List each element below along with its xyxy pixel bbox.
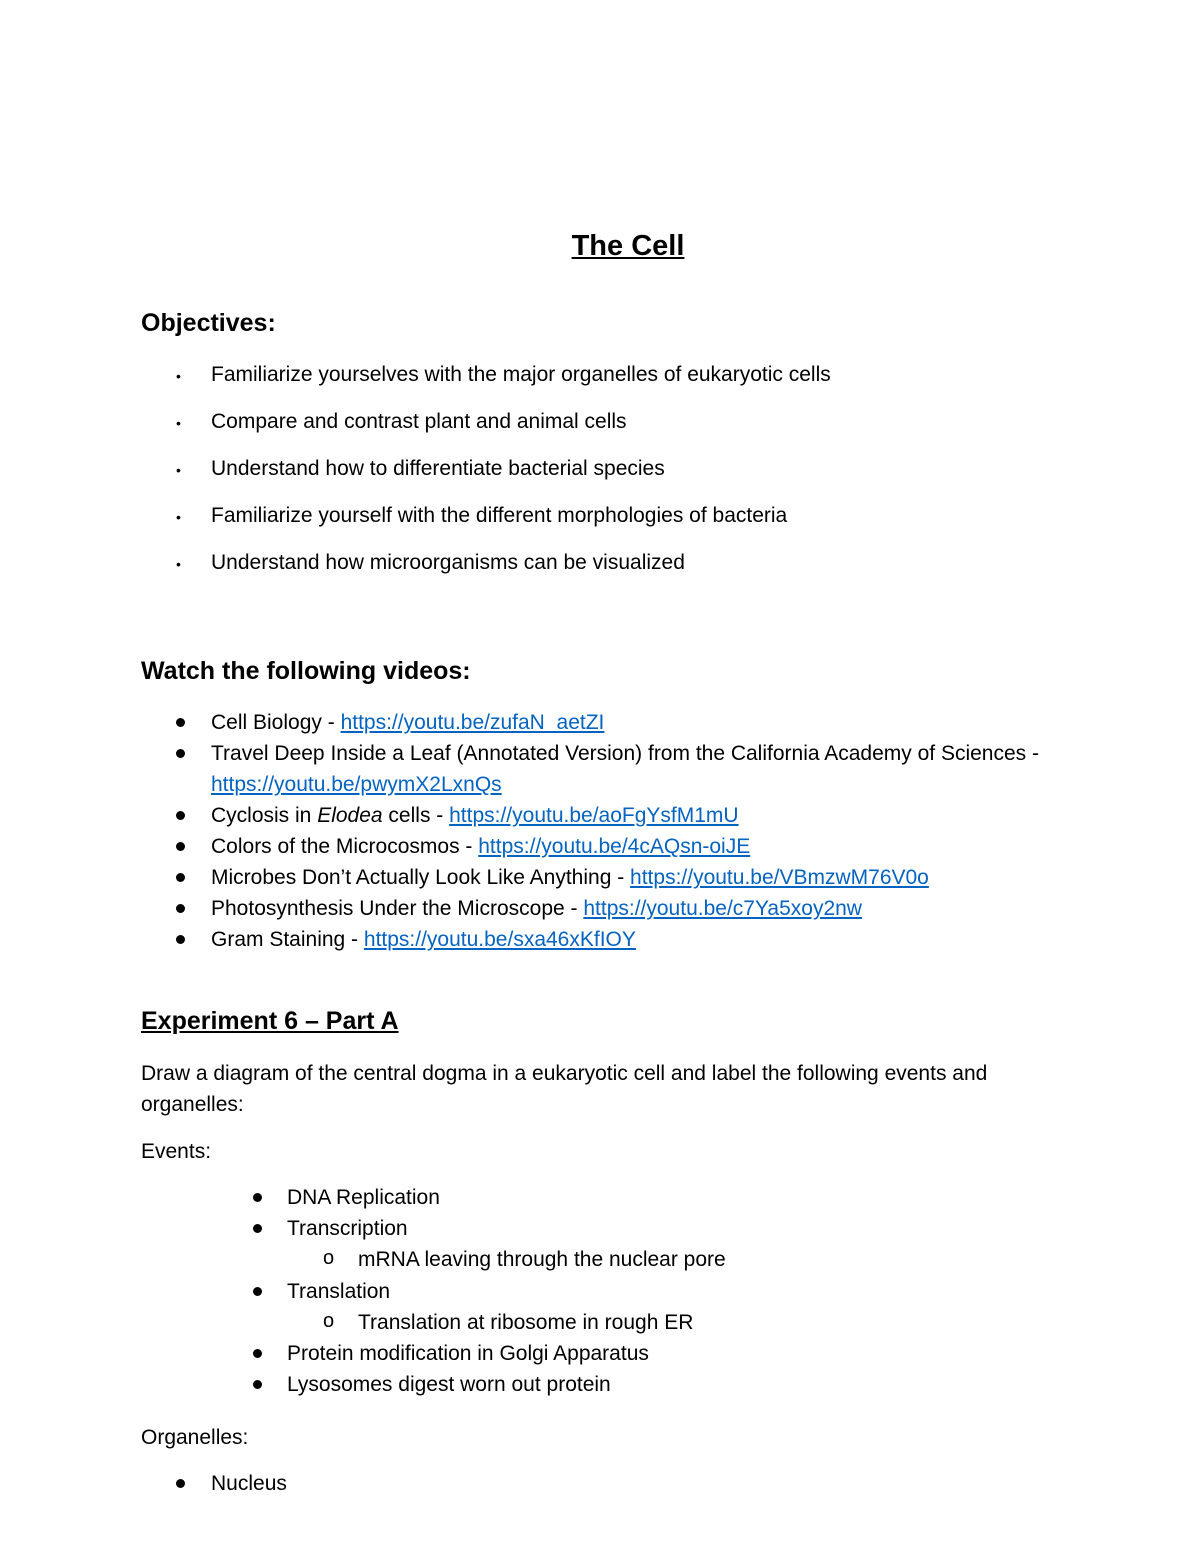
video-label: Gram Staining -: [211, 928, 364, 951]
video-link[interactable]: https://youtu.be/zufaN_aetZI: [340, 711, 605, 734]
list-item: Familiarize yourself with the different morphologies of bacteria: [211, 504, 788, 527]
list-item: Transcription: [287, 1217, 408, 1240]
video-link[interactable]: https://youtu.be/sxa46xKfIOY: [363, 928, 636, 951]
bullet-icon: [253, 1287, 262, 1296]
list-item: Translation at ribosome in rough ER: [358, 1311, 694, 1334]
list-item: DNA Replication: [287, 1186, 440, 1209]
list-item: [211, 804, 739, 828]
list-item-continuation: [211, 773, 502, 797]
video-label: Microbes Don’t Actually Look Like Anything -: [211, 866, 631, 889]
list-item: [211, 897, 862, 921]
bullet-icon: •: [176, 509, 181, 525]
bullet-icon: [176, 842, 185, 851]
list-item: Understand how to differentiate bacterial species: [211, 457, 665, 480]
video-link[interactable]: https://youtu.be/4cAQsn-oiJE: [478, 835, 751, 858]
list-item: [211, 835, 750, 859]
video-label: Colors of the Microcosmos -: [211, 835, 479, 858]
bullet-icon: [176, 935, 185, 944]
video-link[interactable]: https://youtu.be/aoFgYsfM1mU: [449, 804, 739, 827]
bullet-icon: •: [176, 462, 181, 478]
bullet-icon: [176, 1479, 185, 1488]
bullet-icon: [253, 1380, 262, 1389]
bullet-icon: [176, 718, 185, 727]
list-item: [211, 928, 636, 952]
list-item: Nucleus: [211, 1472, 287, 1495]
videos-heading: Watch the following videos:: [141, 657, 471, 685]
list-item: Familiarize yourselves with the major organelles of eukaryotic cells: [211, 363, 831, 386]
bullet-icon: •: [176, 415, 181, 431]
list-item: Compare and contrast plant and animal cells: [211, 410, 627, 433]
instructions-line-1: Draw a diagram of the central dogma in a eukaryotic cell and label the following events and: [141, 1062, 988, 1085]
list-item: Lysosomes digest worn out protein: [287, 1373, 611, 1396]
list-item: [211, 742, 1039, 766]
video-label: Cell Biology -: [211, 711, 341, 734]
video-link[interactable]: https://youtu.be/c7Ya5xoy2nw: [583, 897, 862, 920]
list-item: Protein modification in Golgi Apparatus: [287, 1342, 649, 1365]
video-link[interactable]: https://youtu.be/pwymX2LxnQs: [211, 773, 502, 796]
bullet-icon: •: [176, 368, 181, 384]
video-label-italic: Elodea: [317, 804, 383, 827]
events-label: Events:: [141, 1140, 212, 1163]
list-item: mRNA leaving through the nuclear pore: [358, 1248, 726, 1271]
video-label: Photosynthesis Under the Microscope -: [211, 897, 584, 920]
bullet-icon: [253, 1224, 262, 1233]
experiment-heading: Experiment 6 – Part A: [141, 1007, 399, 1035]
objectives-heading: Objectives:: [141, 309, 276, 337]
circle-bullet-icon: o: [323, 1247, 335, 1269]
video-label: cells -: [382, 804, 450, 827]
bullet-icon: [176, 749, 185, 758]
bullet-icon: [176, 904, 185, 913]
bullet-icon: [176, 811, 185, 820]
video-link[interactable]: https://youtu.be/VBmzwM76V0o: [630, 866, 929, 889]
circle-bullet-icon: o: [323, 1310, 335, 1332]
video-label: Travel Deep Inside a Leaf (Annotated Version) from the California Academy of Sciences -: [211, 742, 1039, 765]
list-item: [211, 711, 604, 735]
list-item: Translation: [287, 1280, 391, 1303]
page-title: The Cell: [571, 230, 685, 262]
video-label: Cyclosis in: [211, 804, 318, 827]
bullet-icon: [253, 1349, 262, 1358]
organelles-label: Organelles:: [141, 1426, 249, 1449]
bullet-icon: •: [176, 556, 181, 572]
bullet-icon: [253, 1193, 262, 1202]
instructions-line-2: organelles:: [141, 1093, 244, 1116]
bullet-icon: [176, 873, 185, 882]
list-item: Understand how microorganisms can be visualized: [211, 551, 685, 574]
list-item: [211, 866, 929, 890]
